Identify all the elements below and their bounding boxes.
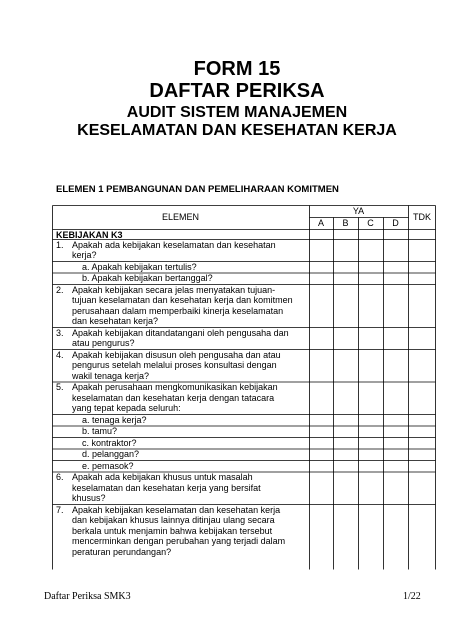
element-heading: ELEMEN 1 PEMBANGUNAN DAN PEMELIHARAAN KOMITMEN — [56, 184, 339, 195]
form-number: FORM 15 — [193, 58, 281, 80]
row-text: dan kesehatan kerja? — [72, 316, 159, 326]
row-text: kerja? — [72, 250, 97, 260]
row-text: Apakah kebijakan secara jelas menyatakan tujuan- — [72, 284, 276, 295]
section-kebijakan-k3: KEBIJAKAN K3 — [56, 230, 123, 240]
row-number: 5. — [56, 382, 64, 392]
row-text: tujuan keselamatan dan kesehatan kerja dan komitmen — [72, 295, 293, 305]
row-text: b. Apakah kebijakan bertanggal? — [82, 273, 213, 283]
row-text: pengurus setelah melalui proses konsultasi dengan — [72, 360, 277, 370]
row-number: 7. — [56, 504, 64, 515]
row-text: b. tamu? — [82, 426, 118, 436]
row-text: perusahaan dalam memperbaiki kinerja keselamatan — [72, 305, 284, 316]
tdk-column-header: TDK — [413, 212, 431, 222]
row-text: Apakah perusahaan mengkomunikasikan kebijakan — [72, 382, 278, 392]
footer-doc-name: Daftar Periksa SMK3 — [44, 591, 131, 602]
row-text: Apakah kebijakan keselamatan dan kesehatan kerja — [72, 504, 281, 515]
sub-column-d: D — [392, 218, 399, 228]
row-text: dan kebijakan khusus lainnya ditinjau ulang secara — [72, 515, 275, 525]
row-text: mencerminkan dengan perubahan yang terjadi dalam — [72, 536, 286, 546]
row-number: 1. — [56, 239, 64, 250]
row-text: a. tenaga kerja? — [82, 414, 147, 425]
row-text: Apakah ada kebijakan keselamatan dan kesehatan — [72, 239, 276, 250]
subtitle-line-1: AUDIT SISTEM MANAJEMEN — [126, 104, 348, 121]
sub-column-b: B — [342, 218, 349, 228]
sub-column-c: C — [367, 218, 374, 228]
row-text: c. kontraktor? — [82, 437, 137, 448]
row-text: Apakah kebijakan disusun oleh pengusaha dan atau — [72, 349, 281, 360]
elemen-column-header: ELEMEN — [161, 212, 199, 222]
row-text: keselamatan dan kesehatan kerja yang bersifat — [72, 482, 261, 493]
row-text: Apakah ada kebijakan khusus untuk masalah — [72, 472, 253, 482]
ya-column-header: YA — [352, 206, 365, 216]
footer-page-number: 1/22 — [403, 591, 421, 602]
row-number: 4. — [56, 349, 64, 360]
row-text: keselamatan dan kesehatan kerja dengan tatacara — [72, 392, 275, 403]
row-text: d. pelanggan? — [82, 449, 140, 459]
checklist-table — [52, 205, 436, 570]
row-number: 2. — [56, 284, 64, 295]
row-text: berkala untuk menjamin bahwa kebijakan tersebut — [72, 525, 273, 536]
row-text: yang tepat kepada seluruh: — [72, 403, 181, 413]
document-title: DAFTAR PERIKSA — [149, 80, 325, 102]
row-text: a. Apakah kebijakan tertulis? — [82, 261, 197, 272]
row-text: khusus? — [72, 493, 106, 503]
row-number: 6. — [56, 472, 64, 482]
sub-column-a: A — [317, 218, 324, 228]
row-text: peraturan perundangan? — [72, 546, 172, 557]
subtitle-line-2: KESELAMATAN DAN KESEHATAN KERJA — [77, 122, 397, 139]
row-text: e. pemasok? — [82, 460, 134, 471]
row-text: wakil tenaga kerja? — [72, 370, 150, 381]
row-number: 3. — [56, 327, 64, 338]
row-text: Apakah kebijakan ditandatangani oleh pengusaha dan — [72, 327, 289, 338]
row-text: atau pengurus? — [72, 338, 135, 348]
